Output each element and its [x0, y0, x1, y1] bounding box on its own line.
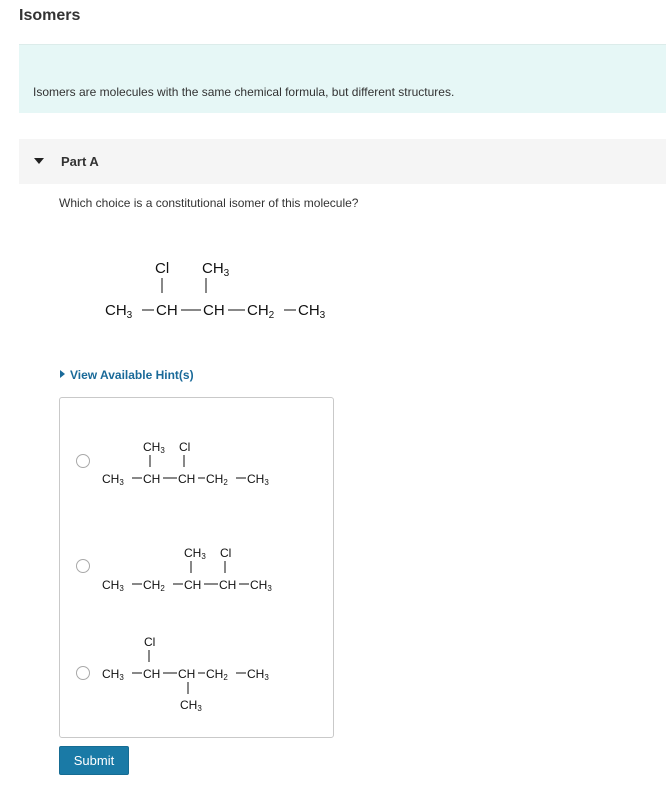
atom-label: CH [219, 578, 237, 592]
triangle-right-icon [60, 370, 65, 378]
atom-label: CH [143, 667, 161, 681]
choices-box [59, 397, 334, 738]
page-title: Isomers [19, 7, 81, 24]
atom-label: CH3 [247, 667, 269, 682]
atom-label: CH3 [143, 440, 165, 455]
atom-label: CH3 [250, 578, 272, 593]
intro-box [19, 44, 666, 113]
intro-text: Isomers are molecules with the same chemical formula, but different structures. [33, 85, 455, 99]
atom-label: Cl [179, 440, 191, 454]
atom-label: CH [203, 302, 225, 319]
atom-label: CH2 [206, 667, 228, 682]
atom-label: CH3 [247, 472, 269, 487]
question-text: Which choice is a constitutional isomer of this molecule? [59, 196, 359, 210]
atom-label: CH3 [180, 698, 202, 713]
view-hints-link[interactable] [60, 368, 194, 382]
choice-1-molecule [100, 436, 330, 492]
choice-3-molecule [100, 631, 330, 716]
atom-label: CH3 [102, 472, 124, 487]
atom-label: $CH_3$ [298, 302, 326, 321]
atom-label: $CH_2$ [247, 302, 275, 321]
atom-label: CH2 [143, 578, 165, 593]
atom-label: $CH_3$ [105, 302, 133, 321]
radio-choice-2[interactable] [76, 559, 90, 573]
submit-button[interactable]: Submit [59, 746, 129, 775]
atom-label: CH3 [102, 667, 124, 682]
atom-label: Cl [144, 635, 156, 649]
atom-label: CH [178, 667, 196, 681]
atom-label: CH2 [206, 472, 228, 487]
atom-label: CH3 [184, 546, 206, 561]
part-label: Part A [61, 154, 99, 169]
hint-label: View Available Hint(s) [70, 368, 194, 382]
radio-choice-3[interactable] [76, 666, 90, 680]
atom-label: CH [143, 472, 161, 486]
atom-label: CH [184, 578, 202, 592]
question-molecule [100, 255, 350, 325]
radio-choice-1[interactable] [76, 454, 90, 468]
caret-down-icon[interactable] [34, 158, 44, 164]
part-a-header[interactable] [19, 139, 666, 184]
atom-label: Cl [220, 546, 232, 560]
atom-label: CH3 [102, 578, 124, 593]
atom-label: $CH_3$ [202, 260, 230, 279]
choice-2-molecule [100, 542, 330, 598]
atom-label: CH [156, 302, 178, 319]
atom-label: CH [178, 472, 196, 486]
atom-label: Cl [155, 260, 170, 277]
